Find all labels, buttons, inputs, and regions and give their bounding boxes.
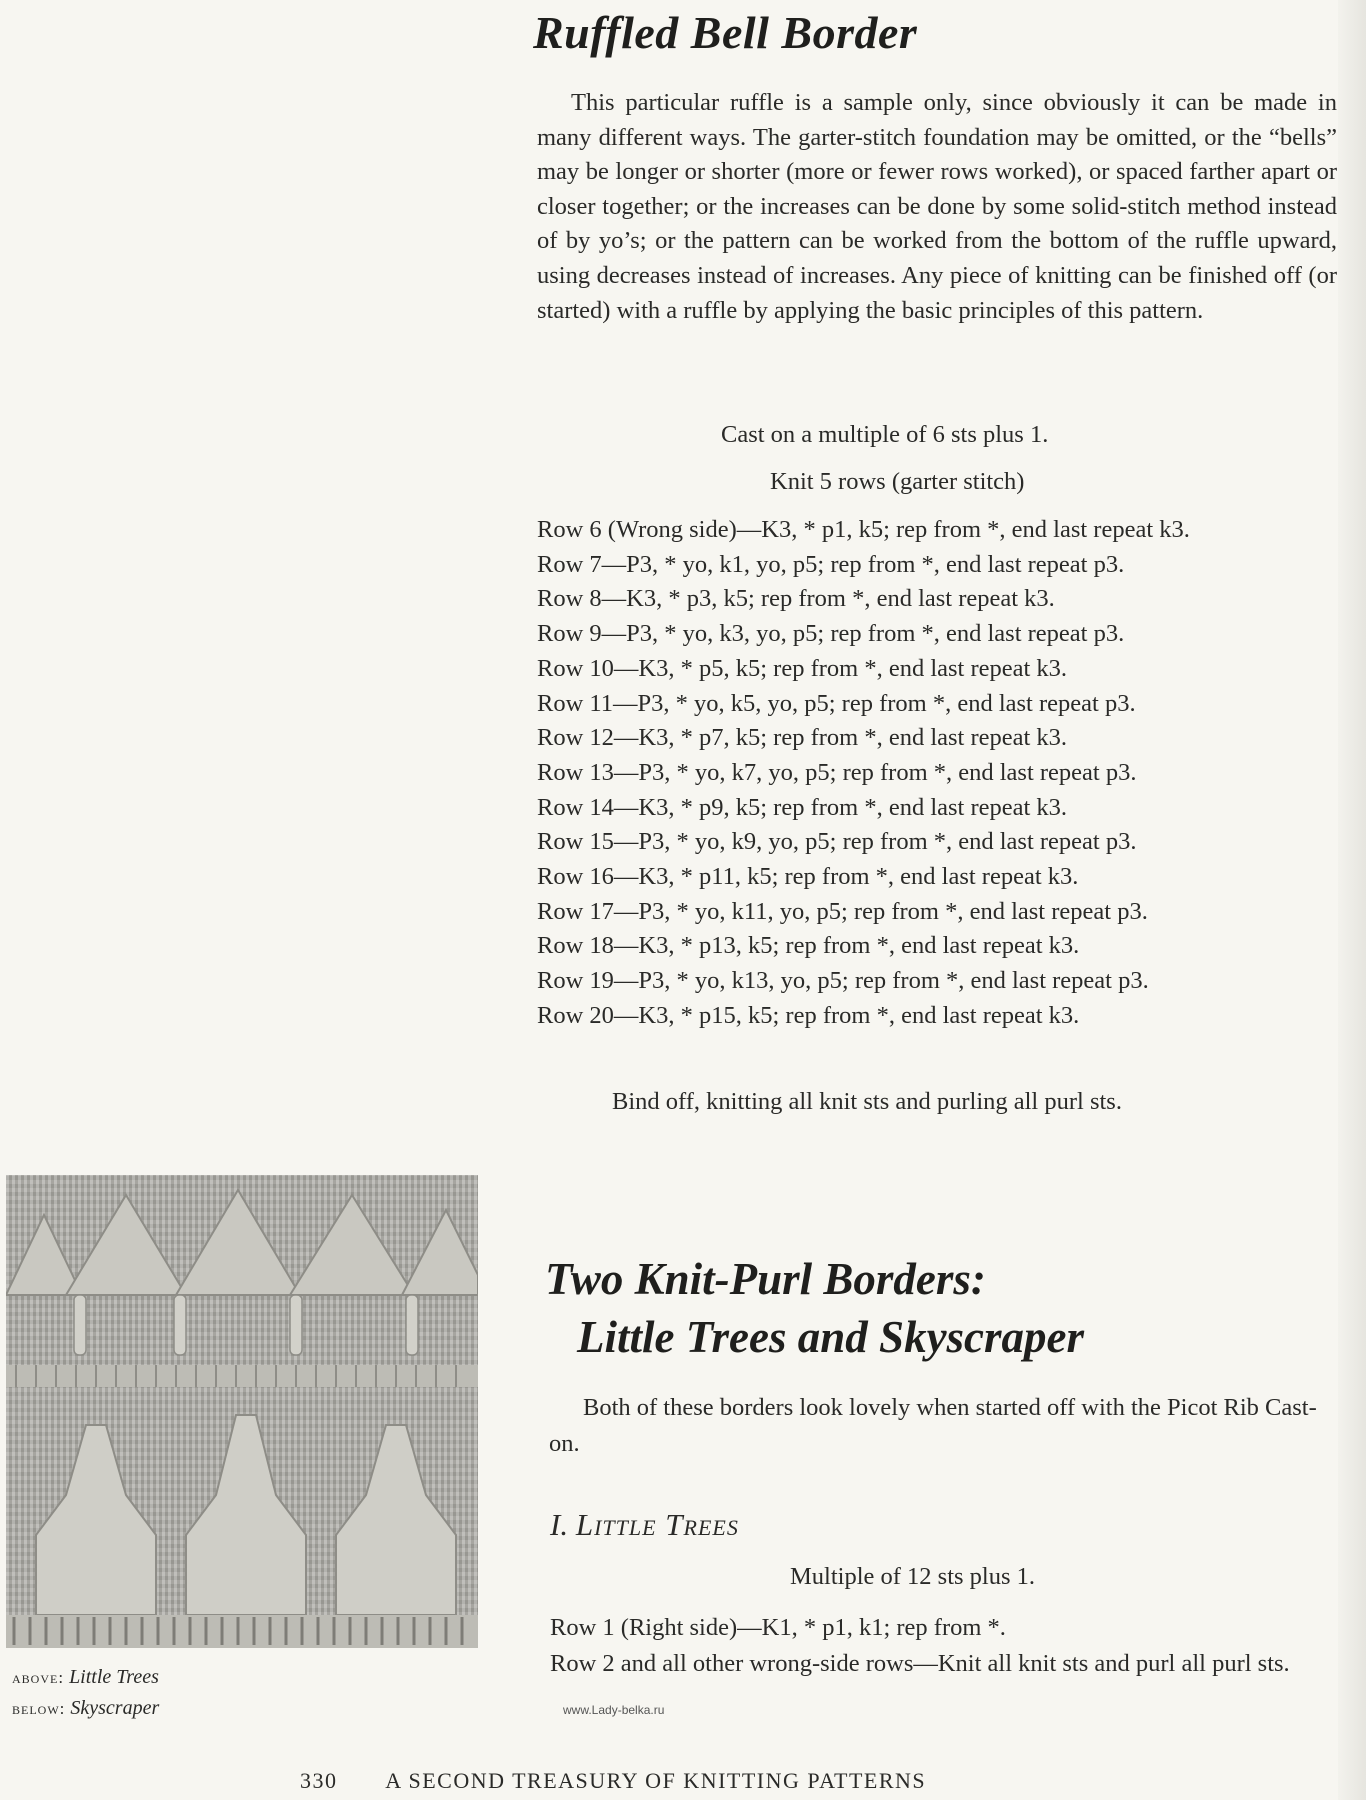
cast-on-instruction: Cast on a multiple of 6 sts plus 1. [721,421,1049,448]
swatch-pattern-drawing [6,1175,478,1648]
caption-below-label: below: [12,1699,66,1718]
pattern-row: Row 20—K3, * p15, k5; rep from *, end last repeat k3. [537,1001,1080,1029]
pattern-row: Row 18—K3, * p13, k5; rep from *, end last repeat k3. [537,932,1080,960]
caption-below-text: Skyscraper [70,1697,160,1719]
section-title-ruffled-bell-border: Ruffled Bell Border [533,7,918,58]
subsection-numeral: I. [550,1507,569,1542]
knit-rows-instruction: Knit 5 rows (garter stitch) [770,468,1025,495]
section-title-two-knit-purl-borders [545,1250,1084,1366]
subsection-title: Little Trees [575,1507,739,1542]
two-borders-intro: Both of these borders look lovely when started off with the Picot Rib Cast-on. [549,1394,1317,1457]
ruffled-intro-paragraph: This particular ruffle is a sample only, since obviously it can be made in many different ways. The garter-stitch foundation may be omitted, or the “bells” may be longer or shorter (more or fewer rows worked), or spaced farther apart or closer together; or the increases can be done by some solid-stitch method instead of by yo’s; or the pattern can be worked from the bottom of the ruffle upward, using decreases instead of increases. Any piece of knitting can be finished off (or started) with a ruffle by applying the basic principles of this pattern. [537,89,1337,324]
caption-above-label: above: [12,1668,65,1687]
knitting-swatch-photo [6,1175,478,1648]
pattern-row: Row 6 (Wrong side)—K3, * p1, k5; rep from *, end last repeat k3. [537,516,1190,543]
pattern-row: Row 10—K3, * p5, k5; rep from *, end last repeat k3. [537,654,1068,682]
pattern-row: Row 16—K3, * p11, k5; rep from *, end last repeat k3. [537,863,1079,891]
pattern-row: Row 11—P3, * yo, k5, yo, p5; rep from *, end last repeat p3. [537,689,1136,717]
pattern-row: Row 7—P3, * yo, k1, yo, p5; rep from *, end last repeat p3. [537,550,1125,578]
little-trees-row-list [550,1610,1350,1682]
caption-above-text: Little Trees [69,1666,159,1688]
book-title: A SECOND TREASURY OF KNITTING PATTERNS [385,1768,927,1793]
watermark: www.Lady-belka.ru [563,1703,665,1717]
pattern-row: Row 19—P3, * yo, k13, yo, p5; rep from *, end last repeat p3. [537,967,1149,995]
bind-off-instruction: Bind off, knitting all knit sts and purling all purl sts. [612,1088,1122,1115]
pattern-row: Row 2 and all other wrong-side rows—Knit all knit sts and purl all purl sts. [550,1650,1290,1677]
pattern-row: Row 8—K3, * p3, k5; rep from *, end last repeat k3. [537,585,1055,613]
little-trees-multiple: Multiple of 12 sts plus 1. [790,1563,1036,1590]
subsection-little-trees [550,1507,739,1543]
caption-above [12,1662,159,1693]
caption-below [12,1693,159,1724]
pattern-row: Row 14—K3, * p9, k5; rep from *, end last repeat k3. [537,793,1068,821]
pattern-row: Row 13—P3, * yo, k7, yo, p5; rep from *, end last repeat p3. [537,758,1137,786]
page-footer [300,1768,926,1794]
title-line-2: Little Trees and Skyscraper [577,1312,1085,1362]
page-number: 330 [300,1768,338,1793]
pattern-row: Row 9—P3, * yo, k3, yo, p5; rep from *, end last repeat p3. [537,620,1125,648]
pattern-row: Row 12—K3, * p7, k5; rep from *, end last repeat k3. [537,724,1068,752]
photo-captions [12,1662,159,1724]
title-line-1: Two Knit-Purl Borders: [545,1254,986,1304]
pattern-row: Row 15—P3, * yo, k9, yo, p5; rep from *, end last repeat p3. [537,828,1137,856]
pattern-row: Row 17—P3, * yo, k11, yo, p5; rep from *, end last repeat p3. [537,897,1148,925]
ruffled-row-list [537,513,1347,1034]
pattern-row: Row 1 (Right side)—K1, * p1, k1; rep from *. [550,1614,1006,1641]
